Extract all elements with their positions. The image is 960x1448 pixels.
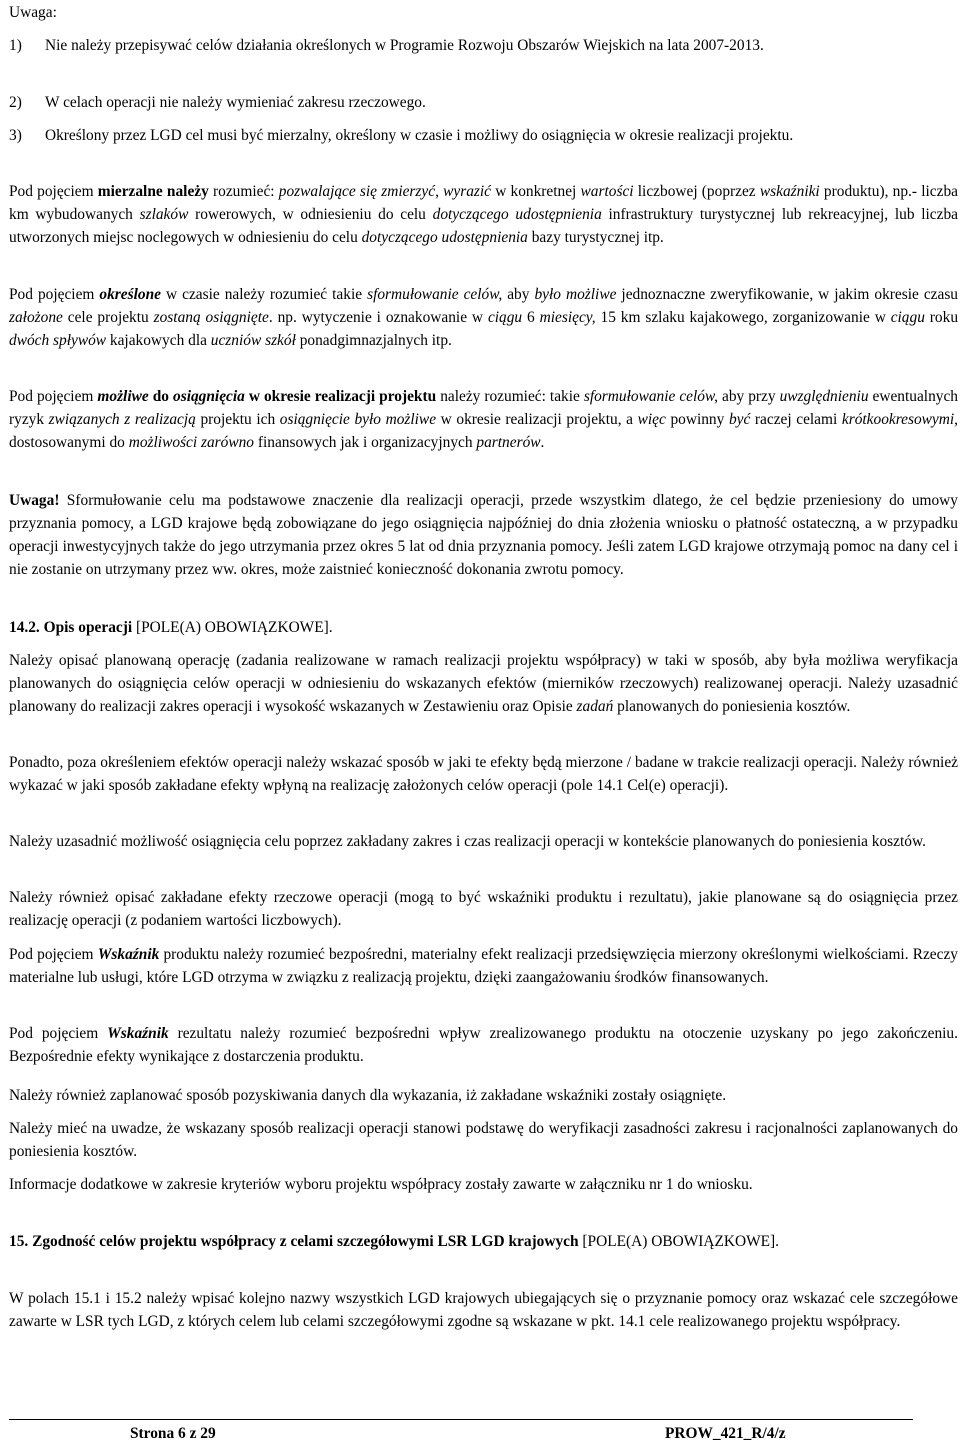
paragraph-pola: W polach 15.1 i 15.2 należy wpisać kolejno nazwy wszystkich LGD krajowych ubiegających się o przyznanie pomocy oraz wskazać cele szczegółowe zawarte w LSR tych LGD, z których celem lub celami szczegółowymi zgodne są wskazane w pkt. 14.1 cele realizowanego projektu współpracy. [9, 1290, 958, 1330]
notice-item-text: Nie należy przepisywać celów działania określonych w Programie Rozwoju Obszarów Wiejskich na lata 2007-2013. [45, 37, 764, 54]
text-run: aby przy [717, 388, 780, 405]
text-italic: pozwalające się zmierzyć, wyrazić [278, 183, 491, 200]
text-run: cele projektu [62, 309, 154, 326]
text-italic: osiągnięcie było możliwe [279, 411, 437, 428]
text-italic: dwóch spływów [9, 332, 107, 349]
text-run: Należy opisać planowaną operację (zadania realizowane w ramach realizacji projektu współpracy) w taki w sposób, aby była możliwa weryfikacja planowanych do osiągnięcia celów operacji w odniesieniu do wskazanych efektów (mierników rzeczowych) realizowanej operacji. Należy uzasadnić planowany do realizacji zakres operacji i wysokość wskazanych w Zestawieniu oraz Opisie [9, 652, 958, 715]
text-run: infrastruktury turystycznej lub rekreacyjnej, lub liczba utworzonych miejsc noclegowych w odniesieniu do celu [9, 206, 958, 246]
term-bold: w czasie należy rozumieć takie [160, 286, 368, 303]
text-run: Pod pojęciem [9, 388, 98, 405]
text-run: kajakowych dla [106, 332, 211, 349]
notice-item-text: Określony przez LGD cel musi być mierzalny, określony w czasie i możliwy do osiągnięcia w okresie realizacji projektu. [45, 127, 794, 144]
text-italic: ciągu [890, 309, 925, 326]
notice-item [9, 91, 958, 114]
text-run: 15 km szlaku kajakowego, zorganizowanie w [595, 309, 891, 326]
text-italic: wskaźniki [759, 183, 820, 200]
term-bold-italic: Wskaźnik [97, 946, 160, 963]
notice-item [9, 124, 958, 147]
text-italic: krótkookresowymi, [841, 411, 958, 428]
text-run: Sformułowanie celu ma podstawowe znaczenie dla realizacji operacji, przede wszystkim dlatego, że cel będzie przeniesiony do umowy przyznania pomocy, a LGD krajowe będą zobowiązane do jego osiągnięcia najpóźniej do dnia złożenia wniosku o płatność ostateczną, a w przypadku operacji inwestycyjnych także do jego utrzymania przez okres 5 lat od dnia przyznania pomocy. Jeśli zatem LGD krajowe otrzymają pomoc na dany cel i nie zostanie on utrzymany przez ww. okres, może zaistnieć konieczność dokonania zwrotu pomocy. [9, 492, 958, 578]
notice-item-number: 2) [9, 94, 22, 111]
text-run: planowanych do poniesienia kosztów. [613, 698, 851, 715]
text-run: w konkretnej [491, 183, 581, 200]
notice-heading: Uwaga: [9, 4, 57, 21]
text-italic: związanych z realizacją [48, 411, 196, 428]
term-bold: mierzalne należy [97, 183, 209, 200]
section-note: [POLE(A) OBOWIĄZKOWE]. [578, 1233, 780, 1250]
section-title: 15. Zgodność celów projektu współpracy z celami szczegółowymi LSR LGD krajowych [9, 1233, 579, 1250]
text-run: produktu należy rozumieć bezpośredni, materialny efekt realizacji przedsięwzięcia mierzony określonymi wielkościami. Rzeczy materialne lub usługi, które LGD otrzyma w związku z realizacją projektu, dzięki zaangażowaniu środków finansowanych. [9, 946, 958, 986]
text-run: . [540, 434, 545, 451]
notice-item-text: W celach operacji nie należy wymieniać zakresu rzeczowego. [45, 94, 426, 111]
paragraph-mozliwe [9, 385, 958, 454]
text-italic: sformułowanie celów, [367, 286, 503, 303]
term-bold-italic: określone [99, 286, 161, 303]
term-bold-italic: Wskaźnik [107, 1025, 169, 1042]
text-run: w okresie realizacji projektu, a [436, 411, 638, 428]
text-italic: założone [9, 309, 63, 326]
paragraph-mierzalne [9, 180, 958, 249]
text-run: produktu), np.- liczba km wybudowanych [9, 183, 958, 223]
section-note: [POLE(A) OBOWIĄZKOWE]. [132, 619, 333, 636]
document-code: PROW_421_R/4/z [665, 1425, 786, 1442]
paragraph-uwadze: Należy mieć na uwadze, że wskazany sposób realizacji operacji stanowi podstawę do weryfikacji zasadności zakresu i racjonalności zaplanowanych do poniesienia kosztów. [9, 1120, 958, 1160]
paragraph-uwaga [9, 489, 958, 581]
page-number: Strona 6 z 29 [130, 1425, 216, 1442]
text-italic: być [728, 411, 751, 428]
text-run: bazy turystycznej itp. [527, 229, 664, 246]
text-italic: było możliwe [534, 286, 617, 303]
text-italic: partnerów [476, 434, 541, 451]
text-run: rezultatu należy rozumieć bezpośredni wpływ zrealizowanego produktu na otoczenie uzyskany po jego zakończeniu. Bezpośrednie efekty wynikające z dostarczenia produktu. [9, 1025, 958, 1065]
text-run: należy rozumieć: takie [436, 388, 584, 405]
paragraph-wskaznik-rezultatu [9, 1022, 958, 1068]
text-italic: uczniów szkół [210, 332, 296, 349]
text-run: . np. wytyczenie i oznakowanie w [268, 309, 488, 326]
text-italic: dotyczącego udostępnienia [361, 229, 528, 246]
text-run: Pod pojęciem [9, 946, 98, 963]
section-title: 14.2. Opis operacji [9, 619, 133, 636]
text-italic: wartości [580, 183, 634, 200]
text-run: Pod pojęciem [9, 183, 98, 200]
term-bold-italic: osiągnięcia [173, 388, 245, 405]
text-italic: sformułowanie celów, [583, 388, 718, 405]
paragraph-nalezy-opisac [9, 649, 958, 718]
paragraph-rowniez: Należy również opisać zakładane efekty rzeczowe operacji (mogą to być wskaźniki produktu i rezultatu), jakie planowane są do osiągnięcia przez realizację operacji (z podaniem wartości liczbowych). [9, 889, 958, 929]
text-run: rowerowych, w odniesieniu do celu [188, 206, 433, 223]
text-run: rozumieć: [208, 183, 279, 200]
text-run: ponadgimnazjalnych itp. [295, 332, 452, 349]
term-bold: w okresie realizacji projektu [244, 388, 437, 405]
text-run: aby [502, 286, 535, 303]
text-run: ewentualnych ryzyk [9, 388, 959, 428]
text-italic: więc [637, 411, 666, 428]
text-italic: szlaków [139, 206, 189, 223]
uwaga-label: Uwaga! [9, 492, 60, 509]
text-italic: miesięcy, [539, 309, 596, 326]
text-run: dostosowanymi do [9, 434, 129, 451]
text-run: powinny [665, 411, 729, 428]
section-heading-15 [9, 1230, 958, 1253]
term-bold: do [148, 388, 174, 405]
section-heading-14-2 [9, 616, 958, 639]
text-italic: ciągu [487, 309, 523, 326]
text-run: roku [924, 309, 959, 326]
text-run: Pod pojęciem [9, 1025, 108, 1042]
text-run: Pod pojęciem [9, 286, 100, 303]
notice-item-number: 3) [9, 127, 22, 144]
text-run: projektu ich [195, 411, 280, 428]
text-run: liczbowej (poprzez [633, 183, 760, 200]
text-run: 6 [522, 309, 540, 326]
text-run: finansowych jak i organizacyjnych [254, 434, 477, 451]
paragraph-okreslone [9, 283, 958, 352]
paragraph-zaplanowac: Należy również zaplanować sposób pozyskiwania danych dla wykazania, iż zakładane wskaźniki zostały osiągnięte. [9, 1087, 727, 1104]
paragraph-wskaznik-produktu [9, 943, 958, 989]
text-italic: zadań [576, 698, 614, 715]
paragraph-ponadto: Ponadto, poza określeniem efektów operacji należy wskazać sposób w jaki te efekty będą mierzone / badane w trakcie realizacji operacji. Należy również wykazać w jaki sposób zakładane efekty wpłyną na realizację założonych celów operacji (pole 14.1 Cel(e) operacji). [9, 754, 958, 794]
text-italic: dotyczącego udostępnienia [432, 206, 602, 223]
text-run: raczej celami [750, 411, 842, 428]
paragraph-informacje: Informacje dodatkowe w zakresie kryteriów wyboru projektu współpracy zostały zawarte w załączniku nr 1 do wniosku. [9, 1176, 753, 1193]
text-italic: uwzględnieniu [779, 388, 869, 405]
paragraph-uzasadnic: Należy uzasadnić możliwość osiągnięcia celu poprzez zakładany zakres i czas realizacji operacji w kontekście planowanych do poniesienia kosztów. [9, 833, 926, 850]
term-bold-italic: możliwe [97, 388, 149, 405]
text-run: jednoznaczne zweryfikowanie, w jakim okresie czasu [616, 286, 959, 303]
notice-item-number: 1) [9, 37, 22, 54]
footer-divider [9, 1419, 913, 1420]
text-italic: możliwości zarówno [128, 434, 255, 451]
text-italic: zostaną osiągnięte [153, 309, 269, 326]
notice-item [9, 34, 958, 57]
